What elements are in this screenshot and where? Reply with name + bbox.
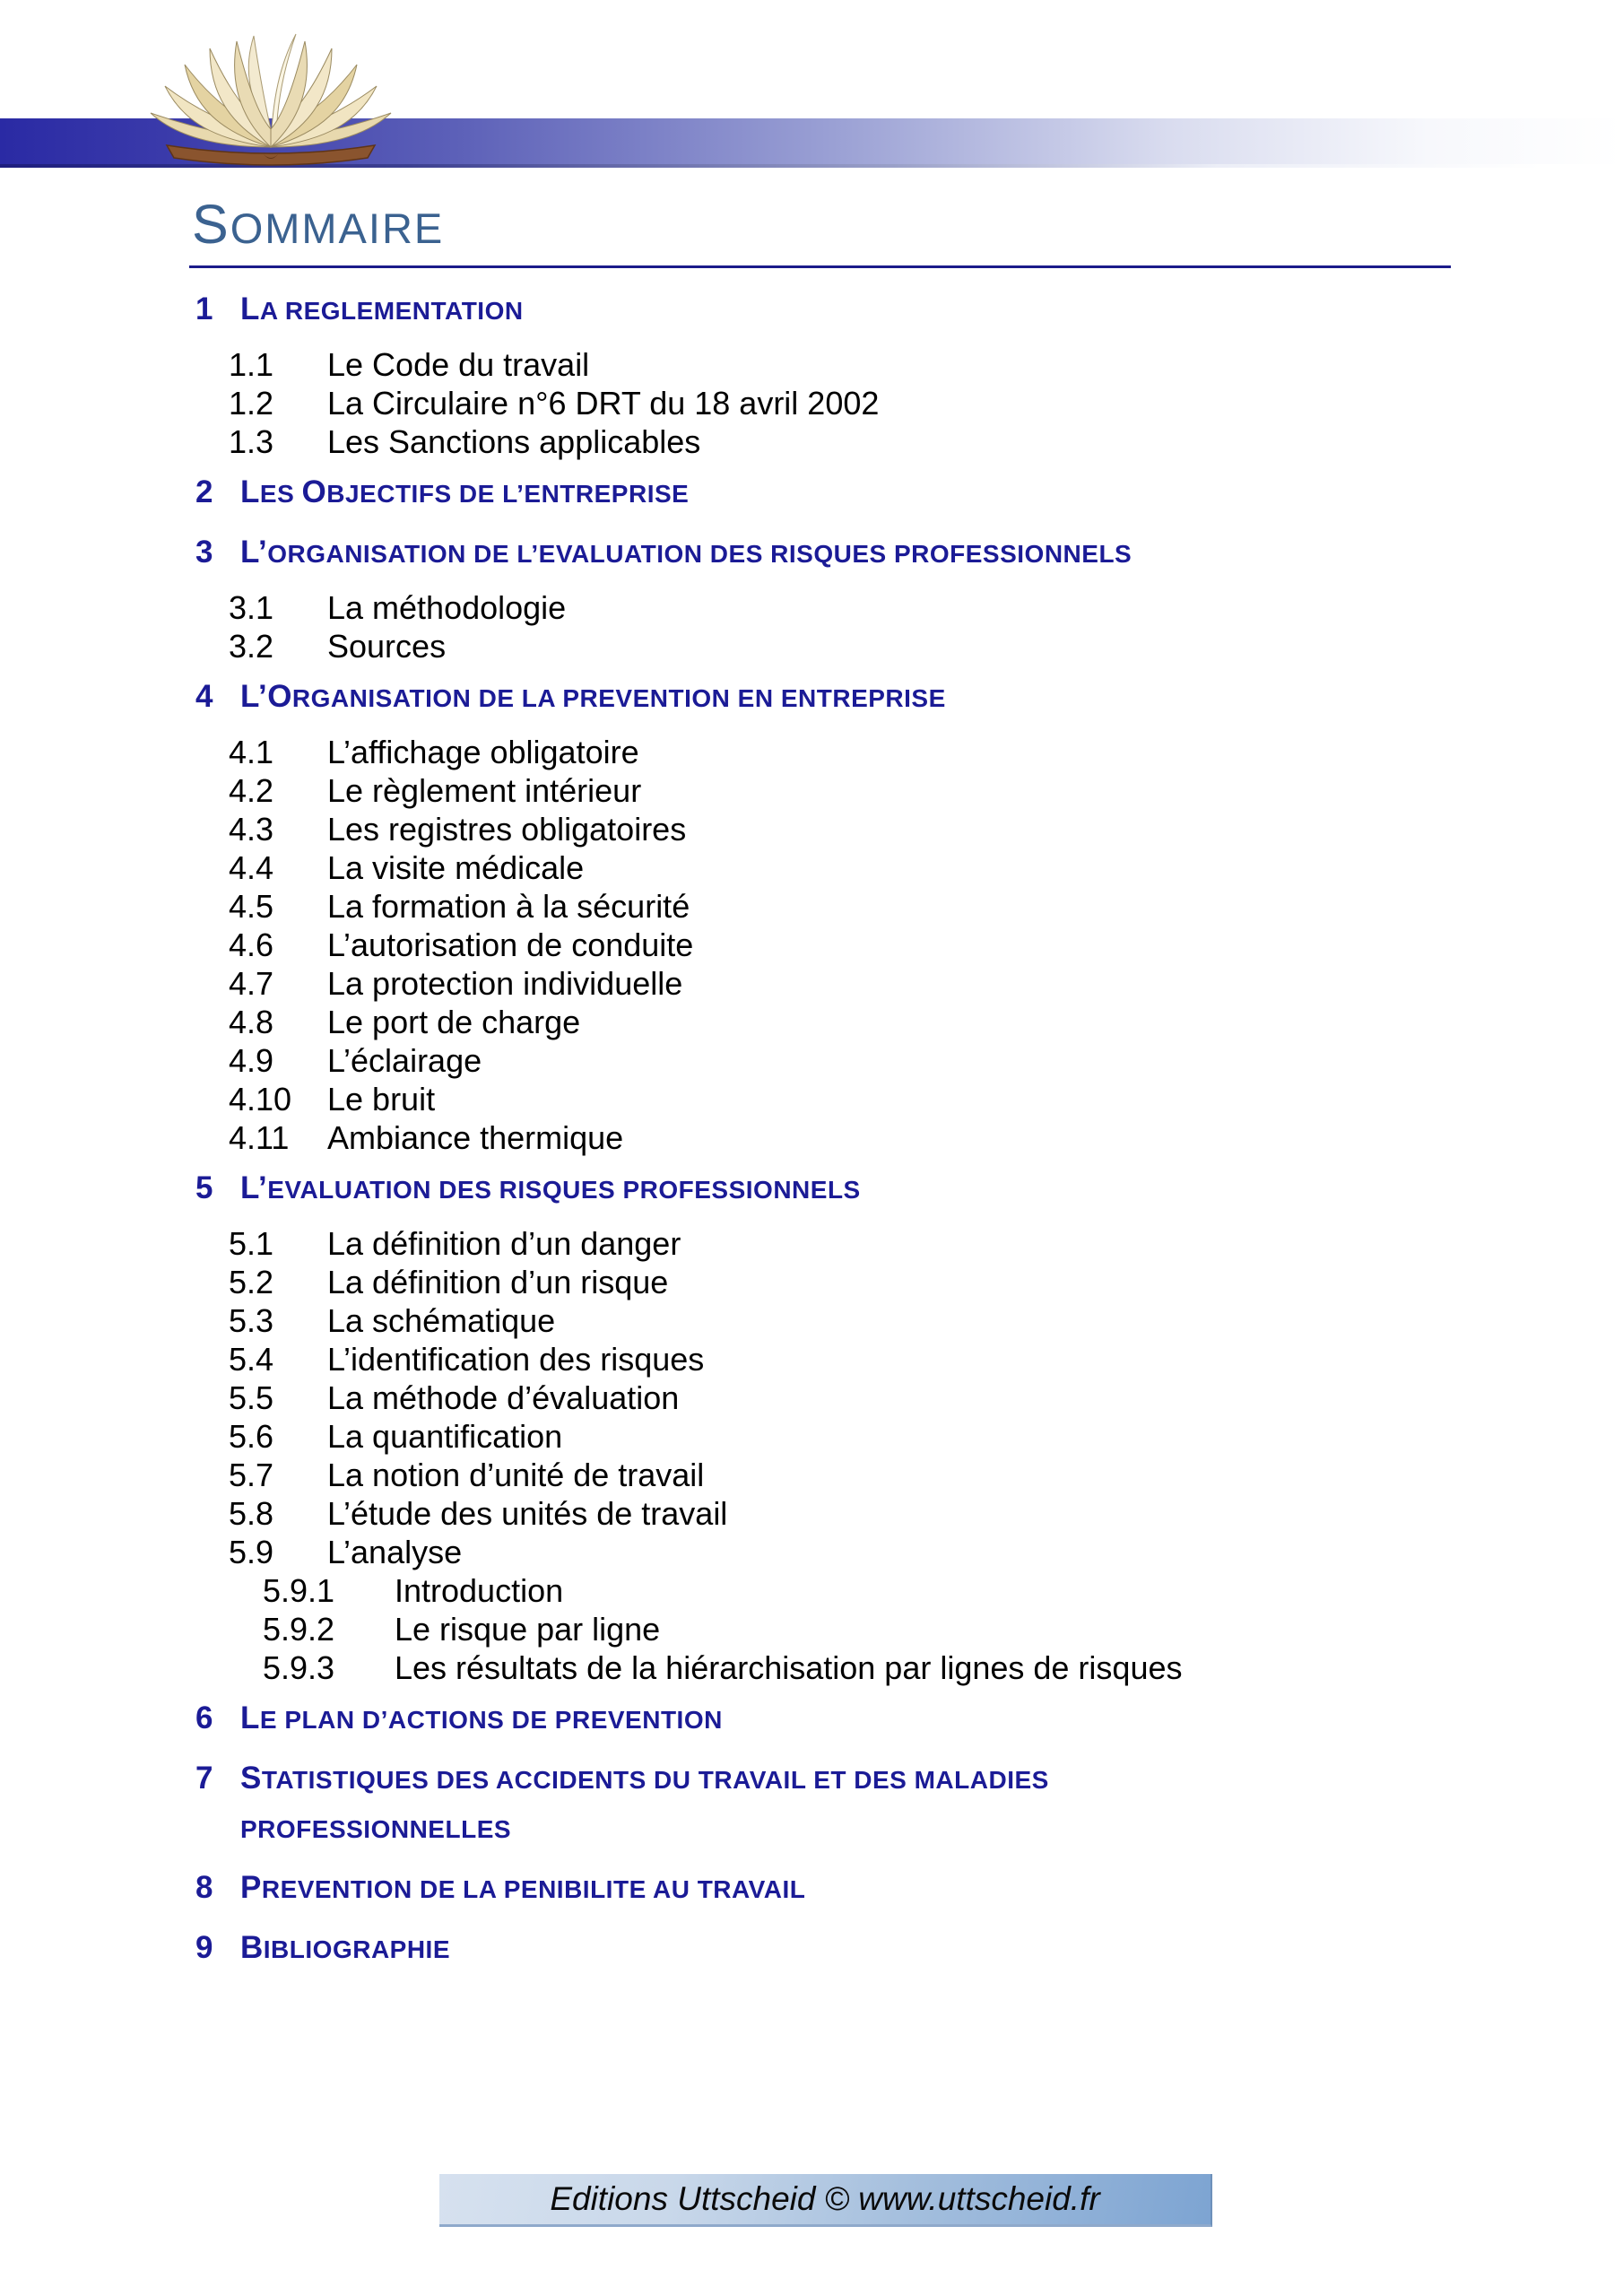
toc-item xyxy=(195,1610,1487,1648)
toc-item xyxy=(195,1571,1487,1610)
toc-label-segment: ORGANISATION DE L’EVALUATION DES RISQUES PROFESSIONNELS xyxy=(267,540,1133,568)
toc-label: La notion d’unité de travail xyxy=(327,1457,705,1493)
toc-label-segment: E PLAN D’ACTIONS DE PREVENTION xyxy=(259,1706,723,1734)
toc-label: Le règlement intérieur xyxy=(327,772,642,809)
toc-number: 5.5 xyxy=(229,1379,274,1416)
toc-label xyxy=(240,1166,1487,1217)
toc-label xyxy=(240,287,1487,338)
toc-item xyxy=(195,384,1487,422)
toc-label: La schématique xyxy=(327,1302,556,1339)
toc-section xyxy=(195,1866,1487,1917)
toc-section xyxy=(195,1696,1487,1747)
toc-number: 1.2 xyxy=(229,385,274,422)
toc-section xyxy=(195,674,1487,726)
toc-label-segment: TATISTIQUES DES ACCIDENTS DU TRAVAIL ET DES MALADIES xyxy=(261,1766,1049,1794)
toc-item xyxy=(195,1494,1487,1533)
toc-label-segment: ES xyxy=(259,480,302,508)
toc-label-segment: L xyxy=(240,1700,260,1735)
toc-label-segment: L’ xyxy=(240,535,268,570)
toc-number: 4.6 xyxy=(229,926,274,963)
toc-number: 4 xyxy=(195,679,213,714)
toc-item xyxy=(195,1533,1487,1571)
toc-label: La définition d’un danger xyxy=(327,1225,681,1262)
toc-label: Le bruit xyxy=(327,1081,436,1118)
toc-label-segment: A REGLEMENTATION xyxy=(259,297,524,325)
toc-label: Les résultats de la hiérarchisation par lignes de risques xyxy=(395,1649,1183,1686)
toc-number: 4.10 xyxy=(229,1081,292,1118)
toc-item xyxy=(195,1224,1487,1263)
toc-item xyxy=(195,1041,1487,1080)
toc-item xyxy=(195,1417,1487,1456)
toc-label-segment: REVENTION DE LA PENIBILITE AU TRAVAIL xyxy=(261,1875,806,1903)
page-title xyxy=(192,196,444,257)
toc-label: L’étude des unités de travail xyxy=(327,1495,728,1532)
toc-item xyxy=(195,345,1487,384)
toc-item xyxy=(195,848,1487,887)
toc-label: Le Code du travail xyxy=(327,346,590,383)
toc-label-segment: RGANISATION DE LA PREVENTION EN ENTREPRISE xyxy=(291,684,946,712)
toc-label: Sources xyxy=(327,628,447,665)
toc-label: Introduction xyxy=(395,1572,564,1609)
toc-label-segment: P xyxy=(240,1870,262,1905)
toc-item xyxy=(195,1003,1487,1041)
footer-text: Editions Uttscheid © www.uttscheid.fr xyxy=(550,2180,1100,2217)
toc-item xyxy=(195,1118,1487,1157)
toc-item xyxy=(195,1456,1487,1494)
toc-number: 4.8 xyxy=(229,1004,274,1040)
page-title-initial: S xyxy=(192,194,230,255)
toc-item xyxy=(195,1648,1487,1687)
toc-label-segment: S xyxy=(240,1761,262,1796)
toc-label-segment: PROFESSIONNELLES xyxy=(240,1815,512,1843)
toc-section xyxy=(195,1166,1487,1217)
toc-number: 5.3 xyxy=(229,1302,274,1339)
toc-label-segment: IBLIOGRAPHIE xyxy=(263,1935,451,1963)
toc-number: 5.9.1 xyxy=(263,1572,335,1609)
toc-item xyxy=(195,588,1487,627)
toc-number: 1 xyxy=(195,291,213,326)
toc-number: 4.7 xyxy=(229,965,274,1002)
toc-number: 5.1 xyxy=(229,1225,274,1262)
toc xyxy=(195,278,1487,1984)
open-book-icon xyxy=(140,30,400,170)
toc-label: Les Sanctions applicables xyxy=(327,423,701,460)
toc-item xyxy=(195,422,1487,461)
toc-number: 5.4 xyxy=(229,1341,274,1378)
toc-item xyxy=(195,733,1487,771)
toc-number: 3 xyxy=(195,535,213,570)
toc-item xyxy=(195,1080,1487,1118)
toc-number: 5.8 xyxy=(229,1495,274,1532)
toc-section xyxy=(195,470,1487,521)
toc-label: La quantification xyxy=(327,1418,563,1455)
toc-number: 6 xyxy=(195,1700,213,1735)
toc-number: 5.9 xyxy=(229,1534,274,1570)
toc-label-segment: B xyxy=(240,1930,264,1965)
toc-number: 4.1 xyxy=(229,734,274,770)
toc-label: L’affichage obligatoire xyxy=(327,734,639,770)
toc-number: 4.9 xyxy=(229,1042,274,1079)
toc-item xyxy=(195,964,1487,1003)
toc-item xyxy=(195,1378,1487,1417)
toc-section xyxy=(195,1756,1487,1857)
toc-label-segment: O xyxy=(301,474,327,509)
title-rule xyxy=(189,265,1451,268)
toc-label xyxy=(240,1926,1487,1977)
toc-section xyxy=(195,1926,1487,1977)
toc-number: 1.1 xyxy=(229,346,274,383)
toc-number: 5.9.2 xyxy=(263,1611,335,1648)
toc-label: La définition d’un risque xyxy=(327,1264,669,1300)
toc-number: 7 xyxy=(195,1761,213,1796)
toc-number: 9 xyxy=(195,1930,213,1965)
toc-label-segment: EVALUATION DES RISQUES PROFESSIONNELS xyxy=(267,1176,861,1204)
toc-number: 4.11 xyxy=(229,1119,290,1156)
toc-number: 5.6 xyxy=(229,1418,274,1455)
toc-number: 5.9.3 xyxy=(263,1649,335,1686)
toc-label: L’éclairage xyxy=(327,1042,482,1079)
toc-number: 4.2 xyxy=(229,772,274,809)
toc-label: La formation à la sécurité xyxy=(327,888,690,925)
toc-label xyxy=(240,674,1487,726)
toc-label xyxy=(240,1866,1487,1917)
toc-label xyxy=(240,470,1487,521)
toc-label: L’autorisation de conduite xyxy=(327,926,694,963)
toc-item xyxy=(195,1263,1487,1301)
toc-label-segment: L’ xyxy=(240,679,268,714)
toc-item xyxy=(195,926,1487,964)
toc-number: 5.2 xyxy=(229,1264,274,1300)
toc-number: 3.2 xyxy=(229,628,274,665)
toc-label: Les registres obligatoires xyxy=(327,811,687,848)
toc-label: La visite médicale xyxy=(327,849,585,886)
toc-item xyxy=(195,810,1487,848)
footer-bar xyxy=(439,2174,1212,2227)
toc-label-segment: L xyxy=(240,291,260,326)
toc-label: Le port de charge xyxy=(327,1004,581,1040)
toc-item xyxy=(195,771,1487,810)
toc-section xyxy=(195,530,1487,581)
toc-label-segment: L xyxy=(240,474,260,509)
toc-label xyxy=(240,1756,1487,1857)
toc-label: L’identification des risques xyxy=(327,1341,705,1378)
toc-label: Ambiance thermique xyxy=(327,1119,624,1156)
toc-label: L’analyse xyxy=(327,1534,463,1570)
toc-label xyxy=(240,530,1487,581)
toc-label-segment: O xyxy=(267,679,292,714)
toc-label: Le risque par ligne xyxy=(395,1611,661,1648)
toc-item xyxy=(195,1301,1487,1340)
toc-item xyxy=(195,627,1487,665)
toc-section xyxy=(195,287,1487,338)
toc-label: La méthodologie xyxy=(327,589,567,626)
toc-number: 5.7 xyxy=(229,1457,274,1493)
toc-item xyxy=(195,1340,1487,1378)
toc-label-segment: L’ xyxy=(240,1170,268,1205)
page-title-rest: OMMAIRE xyxy=(230,204,445,252)
toc-number: 8 xyxy=(195,1870,213,1905)
toc-number: 4.4 xyxy=(229,849,274,886)
toc-label: La protection individuelle xyxy=(327,965,683,1002)
toc-number: 5 xyxy=(195,1170,213,1205)
toc-number: 4.5 xyxy=(229,888,274,925)
toc-label-segment: BJECTIFS DE L’ENTREPRISE xyxy=(326,480,690,508)
toc-item xyxy=(195,887,1487,926)
toc-label: La Circulaire n°6 DRT du 18 avril 2002 xyxy=(327,385,880,422)
toc-number: 2 xyxy=(195,474,213,509)
toc-number: 1.3 xyxy=(229,423,274,460)
toc-number: 4.3 xyxy=(229,811,274,848)
toc-label xyxy=(240,1696,1487,1747)
toc-number: 3.1 xyxy=(229,589,274,626)
toc-label: La méthode d’évaluation xyxy=(327,1379,680,1416)
